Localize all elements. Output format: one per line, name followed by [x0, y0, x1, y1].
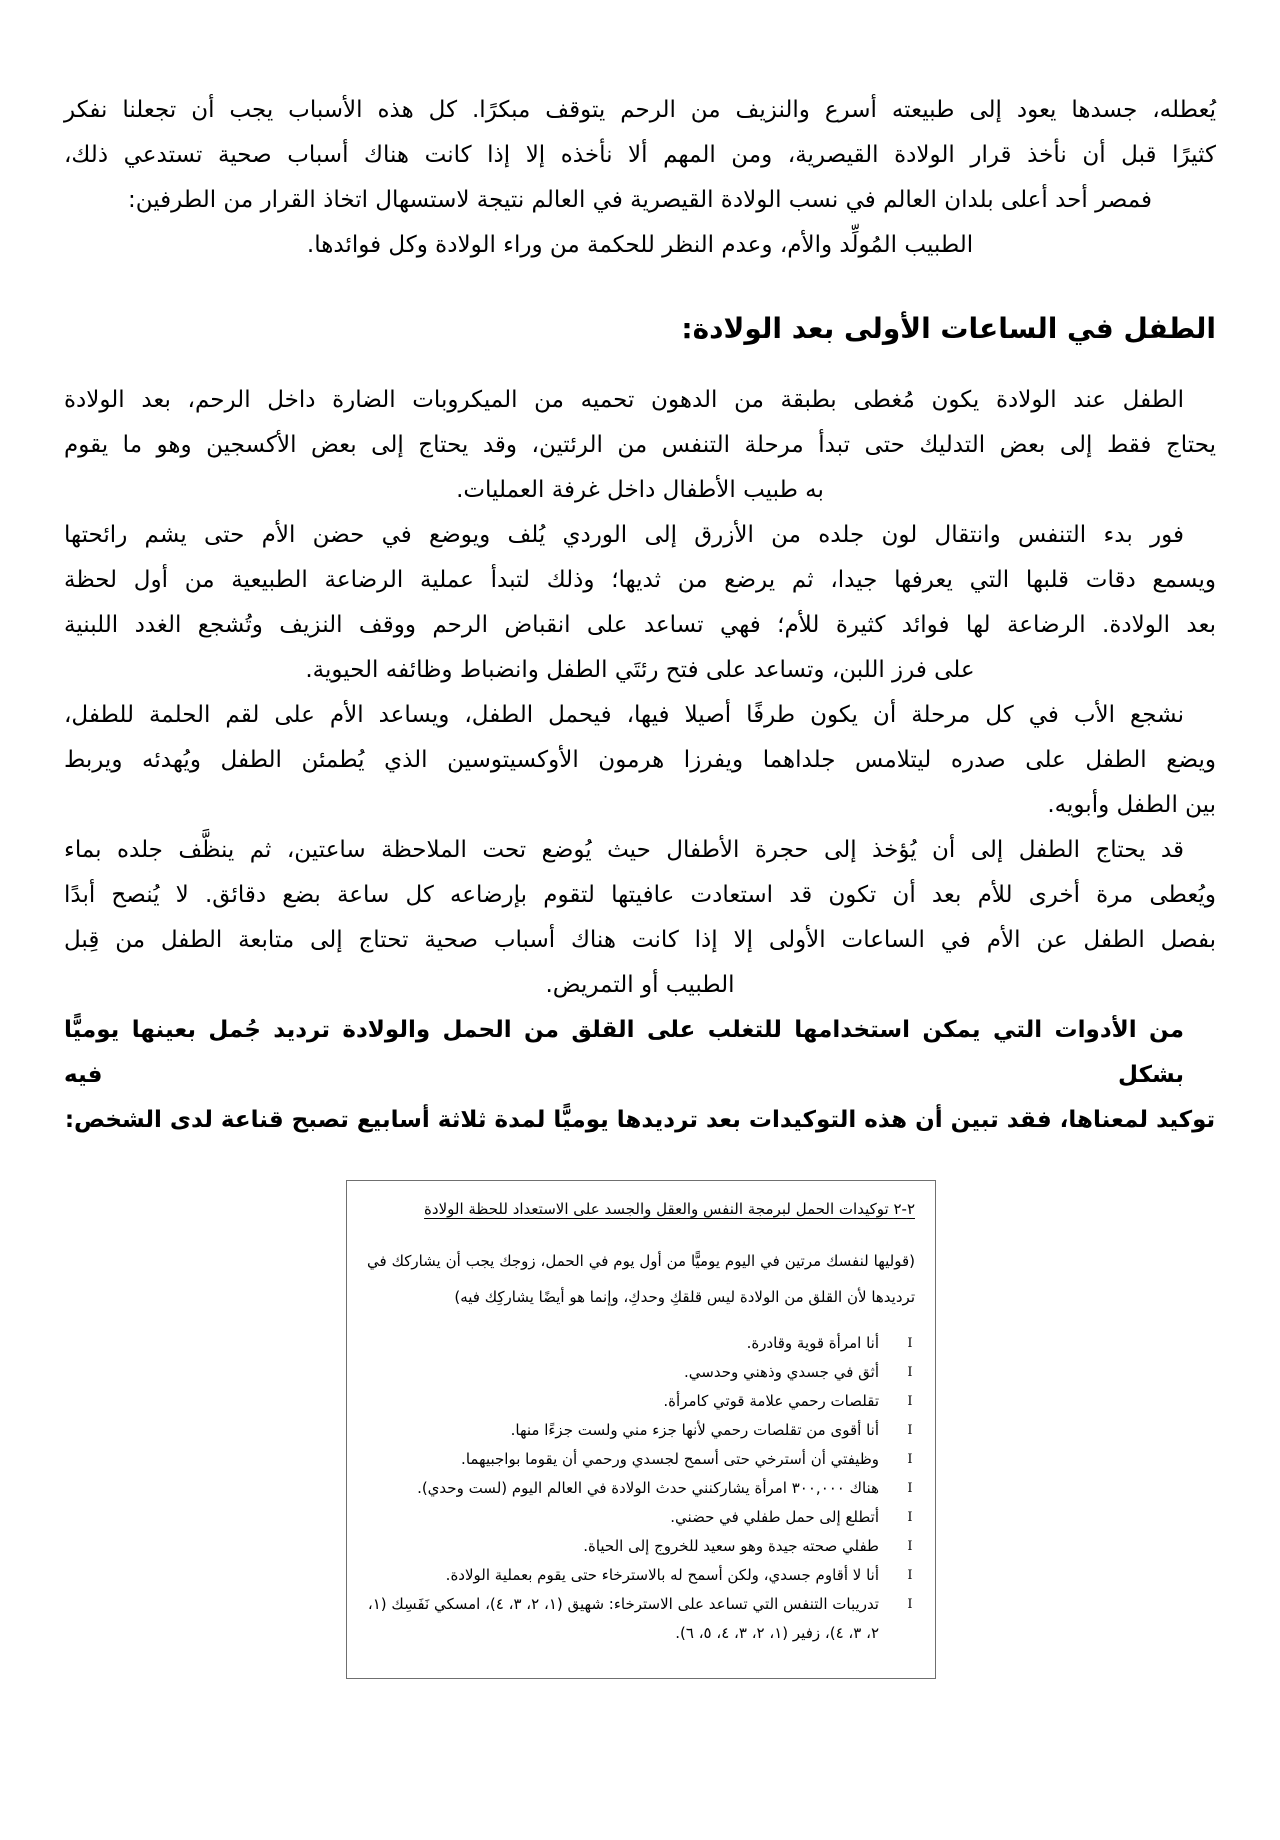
bullet-icon: I: [907, 1481, 913, 1496]
bullet-icon: I: [907, 1394, 913, 1409]
affirmation-item: [367, 1590, 915, 1648]
affirmation-item: [367, 1532, 915, 1561]
paragraph-line: من الأدوات التي يمكن استخدامها للتغلب على القلق من الحمل والولادة ترديد جُمل بعينها يوميًّا بشكل فيه: [64, 1017, 1184, 1088]
affirmation-text: تقلصات رحمي علامة قوتي كامرأة.: [663, 1392, 879, 1410]
paragraph-affirmation-intro: [64, 1008, 1216, 1143]
paragraph-line: نشجع الأب في كل مرحلة أن يكون طرفًا أصيلا فيها، فيحمل الطفل، ويساعد الأم على لقم الحلمة للطفل،: [64, 702, 1184, 728]
section-heading: الطفل في الساعات الأولى بعد الولادة:: [681, 312, 1216, 345]
paragraph-line: يُعطله، جسدها يعود إلى طبيعته أسرع والنزيف من الرحم يتوقف مبكرًا. كل هذه الأسباب يجب أن تجعلنا نفكر: [64, 97, 1216, 123]
affirmation-item: [367, 1445, 915, 1474]
bullet-icon: I: [907, 1336, 913, 1351]
affirmation-text: هناك ٣٠٠,٠٠٠ امرأة يشاركنني حدث الولادة في العالم اليوم (لست وحدي).: [417, 1479, 879, 1497]
bullet-icon: I: [907, 1510, 913, 1525]
paragraph-line: كثيرًا قبل أن نأخذ قرار الولادة القيصرية، ومن المهم ألا نأخذه إلا إذا كانت هناك أسباب صحية تستدعي ذلك،: [64, 142, 1216, 168]
paragraph-newborn-vernix: [64, 378, 1216, 513]
paragraph-line: بفصل الطفل عن الأم في الساعات الأولى إلا إذا كانت هناك أسباب صحية تحتاج إلى متابعة الطفل من قِبل: [64, 927, 1216, 953]
affirmation-text: أنا لا أقاوم جسدي، ولكن أسمح له بالاسترخاء حتى يقوم بعملية الولادة.: [445, 1566, 879, 1584]
box-intro: (قوليها لنفسك مرتين في اليوم يوميًّا من أول يوم في الحمل، زوجك يجب أن يشاركك في ترديدها لأن القلق من الولادة ليس قلقكِ وحدكِ، وإنما هو أيضًا يشاركِك فيه): [367, 1252, 915, 1306]
paragraph-line: يحتاج فقط إلى بعض التدليك حتى تبدأ مرحلة التنفس من الرئتين، وقد يحتاج إلى بعض الأكسجين وهو ما يقوم: [64, 432, 1216, 458]
paragraph-cesarean: [64, 88, 1216, 268]
paragraph-line: فمصر أحد أعلى بلدان العالم في نسب الولادة القيصرية في العالم نتيجة لاستسهال اتخاذ القرار من الطرفين:: [127, 187, 1153, 213]
paragraph-line: على فرز اللبن، وتساعد على فتح رئتَي الطفل وانضباط وظائفه الحيوية.: [305, 657, 975, 683]
paragraph-line: توكيد لمعناها، فقد تبين أن هذه التوكيدات بعد ترديدها يوميًّا لمدة ثلاثة أسابيع تصبح قناعة لدى الشخص:: [64, 1107, 1216, 1133]
affirmation-text: أنا أقوى من تقلصات رحمي لأنها جزء مني ولست جزءًا منها.: [510, 1421, 879, 1439]
paragraph-father-role: [64, 693, 1216, 828]
paragraph-line: ويسمع دقات قلبها التي يعرفها جيدا، ثم يرضع من ثديها؛ وذلك لتبدأ عملية الرضاعة الطبيعية من أول لحظة: [64, 567, 1216, 593]
affirmation-text: طفلي صحته جيدة وهو سعيد للخروج إلى الحياة.: [583, 1537, 879, 1555]
affirmations-list: [367, 1329, 915, 1648]
affirmation-item: [367, 1503, 915, 1532]
bullet-icon: I: [907, 1423, 913, 1438]
bullet-icon: I: [907, 1365, 913, 1380]
paragraph-line: ويُعطى مرة أخرى للأم بعد أن تكون قد استعادت عافيتها لتقوم بإرضاعه كل ساعة بضع دقائق. لا يُنصح أبدًا: [64, 882, 1216, 908]
affirmation-item: [367, 1561, 915, 1590]
box-title: ٢-٢ توكيدات الحمل لبرمجة النفس والعقل والجسد على الاستعداد للحظة الولادة: [424, 1200, 915, 1218]
affirmation-text: أتطلع إلى حمل طفلي في حضني.: [670, 1508, 879, 1526]
paragraph-line: فور بدء التنفس وانتقال لون جلده من الأزرق إلى الوردي يُلف ويوضع في حضن الأم حتى يشم رائحتها: [64, 522, 1184, 548]
body-text-column: [64, 88, 1216, 1143]
affirmation-item: [367, 1416, 915, 1445]
affirmation-text: تدريبات التنفس التي تساعد على الاسترخاء: شهيق (١، ٢، ٣، ٤)، امسكي نَفَسِك (١، ٢، ٣، ٤)، زفير (١، ٢، ٣، ٤، ٥، ٦).: [367, 1595, 879, 1642]
affirmation-item: [367, 1358, 915, 1387]
affirmation-item: [367, 1329, 915, 1358]
paragraph-line: قد يحتاج الطفل إلى أن يُؤخذ إلى حجرة الأطفال حيث يُوضع تحت الملاحظة ساعتين، ثم ينظَّف جلده بماء: [64, 837, 1184, 863]
bullet-icon: I: [907, 1539, 913, 1554]
bullet-icon: I: [907, 1452, 913, 1467]
affirmation-text: أثق في جسدي وذهني وحدسي.: [684, 1363, 879, 1381]
affirmation-text: أنا امرأة قوية وقادرة.: [746, 1334, 879, 1352]
paragraph-first-breath: [64, 513, 1216, 693]
affirmation-item: [367, 1474, 915, 1503]
paragraph-line: الطبيب أو التمريض.: [545, 972, 735, 998]
affirmations-box: [346, 1180, 936, 1679]
paragraph-line: بين الطفل وأبويه.: [1047, 792, 1216, 818]
paragraph-line: الطبيب المُولِّد والأم، وعدم النظر للحكمة من وراء الولادة وكل فوائدها.: [306, 232, 974, 258]
affirmation-text: وظيفتي أن أسترخي حتى أسمح لجسدي ورحمي أن يقوما بواجبيهما.: [461, 1450, 879, 1468]
paragraph-line: ويضع الطفل على صدره ليتلامس جلداهما ويفرزا هرمون الأوكسيتوسين الذي يُطمئن الطفل ويُهدئه ويربط: [64, 747, 1216, 773]
paragraph-line: بعد الولادة. الرضاعة لها فوائد كثيرة للأم؛ فهي تساعد على انقباض الرحم ووقف النزيف وتُشجع الغدد اللبنية: [64, 612, 1216, 638]
paragraph-nursery-observation: [64, 828, 1216, 1008]
paragraph-line: الطفل عند الولادة يكون مُغطى بطبقة من الدهون تحميه من الميكروبات الضارة داخل الرحم، بعد الولادة: [64, 387, 1184, 413]
affirmation-item: [367, 1387, 915, 1416]
bullet-icon: I: [907, 1597, 913, 1612]
bullet-icon: I: [907, 1568, 913, 1583]
paragraph-line: به طبيب الأطفال داخل غرفة العمليات.: [456, 477, 824, 503]
